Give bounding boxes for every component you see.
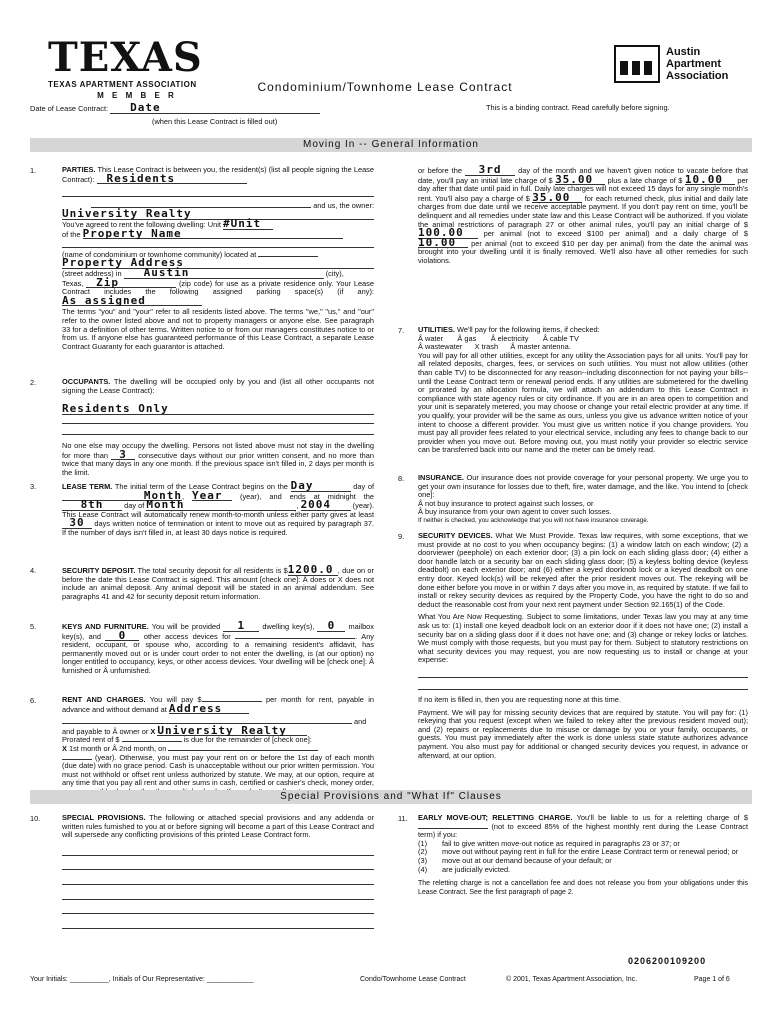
p4-a: The total security deposit for all residents is $ — [137, 566, 288, 575]
p8-a: Our insurance does not provide coverage for your personal property. We urge you to get your own insurance for losses due to theft, fire, water damage, and the like. You intend to [check one]: — [418, 473, 748, 500]
num-9: 9. — [398, 532, 405, 541]
p7-items2: Â wastewater X trash Â master antenna. — [418, 342, 571, 352]
num-6: 6. — [30, 696, 37, 705]
p3-c: (year), and ends at midnight the — [240, 491, 374, 501]
num-11: 11. — [398, 814, 408, 823]
field-property-address: Property Address — [62, 259, 374, 269]
field-end-year: 2004 — [301, 501, 351, 511]
para-rent: RENT AND CHARGES. You will pay $ per month for rent, payable in advance and without demand at Address and and payable to Â owner or X University Realty Prorated rent of $ is due for the remainder of [check one]: X 1st month or Â 2nd month, on (year). Otherwise, you must pay your rent on or before the 1st day of each month (due date) with no grace period. Cash is unacceptable without our prior written permission. You must not withhold or offset rent unless authorized by statute. We may, at our option, require at any time that you pay all rent and other sums in cash, certified or cashier's check, money order, — [62, 696, 374, 801]
aaa-logo-line1: Austin — [666, 46, 701, 58]
para-keys — [62, 619, 374, 680]
p9-a: What We Must Provide. Texas law requires, with some exceptions, that we must provide at no cost to you when occupancy begins: (1) a window latch on each window; (2) a doorviewer (peephole) on each exterior door; (3) a pin lock on each sliding glass door; (4) either a door handle latch or a security bar on each sliding glass door; (5) a keyless bolting device (keyless deadbolt) on each exterior door; and (6) either a keyed doorknob lock or a keyed deadbolt on one entry door. Keyed lock(s) will be rekeyed after the prior resident moves out. The rekeying will be done either before you move in or within 7 days after you move in, as required by statute. If we fail to install or rekey security devices as required by the Property Code, you have the right to do so and deduct the reasonable cost from your next rent payment under Section 92.165(1) of the Code. — [418, 531, 748, 609]
p2-b: No one else may occupy the dwelling. Persons not listed above must not stay in the dwelling for more than — [62, 440, 374, 460]
field-animal-daily: 10.00 — [418, 239, 468, 249]
p7-items1: Â water Â gas Â electricity Â cable TV — [418, 333, 579, 343]
label-rent: RENT AND CHARGES. — [62, 695, 146, 704]
binding-note: This is a binding contract. Read carefully before signing. — [486, 103, 670, 112]
num-8: 8. — [398, 474, 405, 483]
p5-e: . Any resident, occupant, or spouse who, according to a remaining resident's affidavit, has permanently moved out or is under court order to not enter the dwelling, is (at our option) no longer entitled to occupancy, keys, or other access devices. Your dwelling will be [check one]: Â furnished or Â unfurnished. — [62, 631, 374, 675]
num-10: 10. — [30, 814, 41, 823]
field-payable-to: University Realty — [157, 727, 307, 737]
p1-g: (city), — [325, 268, 344, 278]
form-code: 0206200109200 — [628, 956, 707, 966]
p6-c: and payable to Â owner or — [62, 726, 149, 736]
field-deposit: 1200.0 — [288, 566, 338, 576]
p7-b: You will pay for all other utilities, except for any utility the Association pays for all units. You'll pay for all related deposits, charges, fees, or services on such utilities. You must not allow utilities (other than cable TV) to be disconnected for any reason--including disconnection for not paying your bills--until the Lease Contract term or renewal period ends. If any utilities are submetered for the dwelling or prorated by an allocation formula, we will attach an addendum to this Lease Contract in compliance with state agency rules or city ordinance. If you are in an area open to competition and your unit is separately metered, you may choose or change your retail electric provider at any time. If you qualify, your provider will be the same as ours, unless you give us advance written notice of your intent to choose a different provider. You must give us written notice if you change providers. You must pay all provider fees related to your electrical service, including any fees to change back to our provider when you move out. Before moving out, you must notify your provider so electric service can be transferred back into our name and the meter can be timely read. — [418, 350, 748, 455]
num-7: 7. — [398, 326, 405, 335]
field-start-day: Day — [291, 482, 351, 492]
p3-a: The initial term of the Lease Contract begins on the — [114, 482, 288, 491]
p5-b: dwelling key(s), — [262, 622, 315, 631]
p1-e: (name of condominium or townhome community) located at — [62, 249, 257, 259]
r6-f: per animal (not to exceed $100 per animal) and a daily charge of $ — [483, 229, 748, 239]
r6-a: or before the — [418, 166, 462, 175]
document-title: Condominium/Townhome Lease Contract — [257, 80, 513, 94]
p5-d: other access devices for — [143, 631, 231, 641]
p10-a: The following or attached special provisions and any addenda or written rules furnished to you at or before signing will become a part of this Lease Contract and will supersede any conflicting provisions of this printed Lease Contract form. — [62, 813, 374, 840]
num-4: 4. — [30, 566, 37, 575]
field-city: Austin — [124, 269, 324, 279]
p2-a: The dwelling will be occupied only by you and (list all other occupants not signing the Lease Contract): — [62, 377, 375, 395]
p8-d: If neither is checked, you acknowledge that you will not have insurance coverage. — [418, 516, 649, 524]
r6-g: per animal (not to exceed $10 per day per animal) from the date the animal was brought into your dwelling until it is finally removed. We'll also have all other remedies for such violations. — [418, 238, 748, 265]
field-guest-days: 3 — [111, 451, 135, 461]
field-returned-check: 35.00 — [532, 194, 582, 204]
para-parties — [62, 166, 374, 355]
p3-d: day of — [124, 501, 145, 511]
num-2: 2. — [30, 378, 37, 387]
p11-i4: are judicially evicted. — [442, 864, 511, 874]
r6-e: for each returned check, plus initial and daily late charges from due date until we receive acceptable payment. If you don't pay rent on time, you'll be delinquent and all remedies under state law and this Lease Contract will be authorized. If you violate the animal restrictions of paragraph 27 or other animal rules, you'll pay an initial charge of $ — [418, 193, 749, 229]
p4-b: , due on or before the date this Lease Contract is signed. This amount [check one]: Â does or X does not include an animal deposit. Any animal deposit will be stated in an animal addendum. See paragraphs 41 and 42 for security deposit return information. — [62, 566, 374, 601]
label-insurance: INSURANCE. — [418, 473, 464, 482]
field-notice-days: 30 — [62, 519, 92, 529]
field-parking: As assigned — [62, 297, 202, 307]
label-parties: PARTIES. — [62, 165, 96, 174]
field-late-day: 3rd — [465, 166, 515, 176]
label-lease-term: LEASE TERM. — [62, 482, 113, 491]
para-security — [418, 532, 748, 764]
p6-d: Prorated rent of $ — [62, 735, 120, 745]
taa-logo-mark: TEXAS — [48, 34, 203, 81]
p11-i2: move out without paying rent in full for the entire Lease Contract term or renewal period; or — [442, 847, 739, 857]
date-label: Date of Lease Contract: — [30, 104, 109, 113]
field-animal-initial: 100.00 — [418, 229, 478, 239]
p6-e: is due for the remainder of [check one]: — [183, 735, 312, 745]
footer-page: Page 1 of 6 — [694, 976, 730, 983]
label-occupants: OCCUPANTS. — [62, 377, 111, 386]
p1-f: (street address) in — [62, 268, 122, 278]
taa-logo-org: TEXAS APARTMENT ASSOCIATION — [48, 80, 197, 89]
para-special — [62, 814, 374, 931]
label-deposit: SECURITY DEPOSIT. — [62, 566, 136, 575]
field-start-month: Month — [62, 492, 182, 502]
field-zip: Zip — [86, 279, 176, 289]
p7-a: We'll pay for the following items, if checked: — [457, 325, 600, 334]
p9-c: If no item is filled in, then you are requesting none at this time. — [418, 695, 621, 705]
p9-d: Payment. We will pay for missing security devices that are required by statute. You will pay for: (1) rekeying that you request (except when we failed to rekey after the previous resident moved out); and (2) repairs or replacements due to misuse or damage by you or your family, occupants, or guests. You must pay immediately after the work is done unless state statute authorizes advance payment. You also must pay for additional or changed security devices you request, in advance or afterward, at our option. — [418, 707, 748, 760]
field-end-day: 8th — [62, 501, 122, 511]
r6-c: plus a late charge of $ — [607, 175, 683, 185]
r6-d: per day after that date until paid in full. Daily late charges will not exceed 15 days for any single month's rent. You'll also pay a charge of $ — [418, 175, 749, 203]
p1-d: of the — [62, 229, 81, 239]
p11-b: (not to exceed 85% of the highest monthly rent during the Lease Contract term) if you: — [418, 821, 749, 840]
label-keys: KEYS AND FURNITURE. — [62, 622, 149, 631]
p11-b2: The reletting charge is not a cancellation fee and does not release you from your obligations under this Lease Contract. See the first paragraph of page 2. — [418, 880, 748, 896]
footer-form: Condo/Townhome Lease Contract — [360, 976, 466, 983]
num-1: 1. — [30, 166, 37, 175]
taa-logo-member: M E M B E R — [97, 91, 177, 100]
p6-a: You will pay $ — [149, 695, 202, 704]
field-occupants: Residents Only — [62, 405, 374, 415]
section-moving-in: Moving In -- General Information — [30, 138, 752, 152]
p11-i3: move out at our demand because of your default; or — [442, 855, 612, 865]
date-row — [30, 101, 320, 114]
para-occupants — [62, 378, 374, 481]
para-lease-term: LEASE TERM. The initial term of the Lease Contract begins on the Day day of Month, Year (year), and ends at midnight the 8th day of Month , 2004 (year). This Lease Contract will automatically renew month-to-month unless either party gives at least 30 days written notice of termination or intent to move out as required by paragraph 37. If the number of days isn't filled in, at least 30 days notice is required. — [62, 479, 375, 537]
field-late-daily: 10.00 — [685, 176, 735, 186]
p1-b: and us, the owner: — [313, 200, 374, 210]
field-keys: 1 — [223, 622, 259, 632]
field-residents: Residents — [97, 175, 247, 185]
footer-initials: Your Initials: __________, Initials of Our Representative: ____________ — [30, 976, 254, 983]
p6-b: per month for rent, payable in advance and without demand at — [62, 695, 374, 714]
p1-c: You've agreed to rent the following dwelling: Unit — [62, 219, 221, 229]
p11-a: You'll be liable to us for a reletting charge of $ — [576, 813, 749, 822]
p8-b: Â not buy insurance to protect against such losses, or — [418, 498, 594, 508]
field-access-devices: 0 — [105, 632, 139, 642]
r6-b: day of the month and we haven't given notice to vacate before that date, you'll pay an initial late charge of $ — [418, 166, 748, 185]
aaa-logo-icon — [614, 45, 660, 83]
para-utilities — [418, 326, 748, 459]
para-deposit — [62, 563, 374, 605]
field-property-name: Property Name — [83, 230, 343, 240]
field-start-year: Year — [192, 492, 232, 502]
p3-f: days written notice of termination or intent to move out as required by paragraph 37. If the number of days isn't filled in, at least 30 days notice is required. — [62, 519, 374, 537]
p1-a: This Lease Contract is between you, the resident(s) (list all people signing the Lease Contract): — [62, 165, 374, 184]
date-note: (when this Lease Contract is filled out) — [152, 117, 278, 126]
label-early-move-out: EARLY MOVE-OUT; RELETTING CHARGE. — [418, 813, 573, 822]
para-insurance — [418, 474, 748, 526]
field-owner: University Realty — [62, 210, 374, 220]
field-end-month: Month — [146, 501, 296, 511]
p9-b: What You Are Now Requesting. Subject to some limitations, under Texas law you may at any time ask us to: (1) install one keyed deadbolt lock on an exterior door if it does not have one; (2) install a security bar on a sliding glass door if it does not have one; and (3) change or rekey locks or latches. We must comply with those requests, but you must pay for them. Subject to statutory restrictions on what security devices you may request, you are now requesting us to install or change at your expense: — [418, 612, 748, 665]
section-special: Special Provisions and "What If" Clauses — [30, 790, 752, 804]
field-mailbox-keys: 0 — [317, 622, 345, 632]
p5-a: You will be provided — [151, 622, 221, 631]
aaa-logo — [614, 44, 740, 84]
num-5: 5. — [30, 622, 37, 631]
field-late-initial: 35.00 — [555, 176, 605, 186]
field-demand-at: Address — [169, 705, 249, 715]
date-value: Date — [110, 104, 320, 114]
para-rent-cont — [418, 163, 749, 270]
p1-i: (zip code) for use as a private residence only. Your Lease Contract includes the following assigned parking space(s) (if any): — [62, 278, 374, 297]
para-early-move-out: EARLY MOVE-OUT; RELETTING CHARGE. You'll be liable to us for a reletting charge of $ (not to exceed 85% of the highest monthly rent during the Lease Contract term) if you: (1) fail to give written move-out notice as required in paragraphs 23 or 37; or (2) move out without paying rent in full for the entire Lease Contract term or renewal period; or (3) move out at our demand because of your default; or (4) are judicially evicted. The reletting charge is not a cancellation fee and does not release you from your obligations under this Lease Contract. See the first paragraph of page 2. — [418, 813, 749, 896]
label-utilities: UTILITIES. — [418, 325, 455, 334]
p3-b: day of — [353, 482, 375, 491]
num-3: 3. — [30, 482, 37, 491]
p1-j: The terms "you" and "your" refer to all residents listed above. The terms "we," "us," and "our" refer to the owner listed above and not to property managers or anyone else. See paragraph 33 for a definition of other terms. Written notice to or from our managers constitutes notice to or from us. If anyone else has guaranteed performance of this Lease Contract, a separate Lease Contract Guaranty for each guarantor is attached. — [62, 307, 374, 351]
label-security: SECURITY DEVICES. — [418, 531, 493, 540]
p2-c: consecutive days without our prior written consent, and no more than twice that many days in any one month. If the previous space isn't filled in, 2 days per month is the limit. — [62, 450, 374, 477]
field-unit: #Unit — [223, 220, 273, 230]
aaa-logo-line2: Apartment — [666, 58, 722, 70]
p5-c: mailbox key(s), and — [62, 622, 374, 641]
p3-e: (year). This Lease Contract will automatically renew month-to-month unless either party gives at least — [62, 501, 375, 519]
aaa-logo-line3: Association — [666, 70, 729, 82]
p6-f: 1st month or Â 2nd month, on — [69, 743, 167, 753]
p6-g: (year). Otherwise, you must pay your rent on or before the 1st day of each month (due date) with no grace period. Cash is unacceptable without our prior written permission. You must not withhold or offset rent unless authorized by statute. We may, at our option, require at any time that you pay all rent and other sums in cash, certified or cashier's check, money order, — [62, 752, 374, 788]
p8-c: Â buy insurance from your own agent to cover such losses. — [418, 507, 612, 517]
p1-h: Texas, — [62, 278, 84, 288]
footer-copyright: © 2001, Texas Apartment Association, Inc. — [506, 976, 638, 983]
label-special: SPECIAL PROVISIONS. — [62, 813, 146, 822]
p11-i1: fail to give written move-out notice as required in paragraphs 23 or 37; or — [442, 838, 680, 848]
